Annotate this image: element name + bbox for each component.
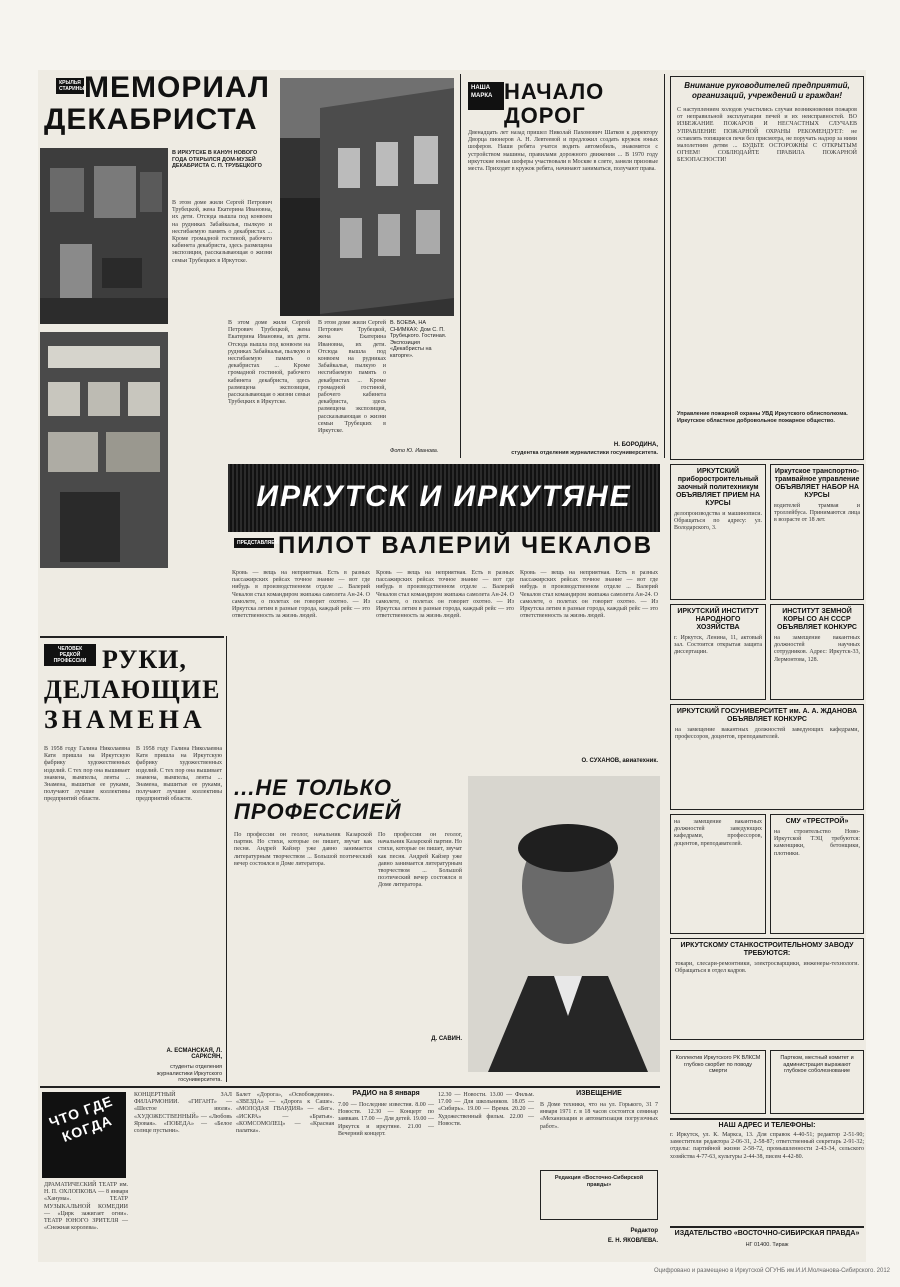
memorial-title-line2: ДЕКАБРИСТА xyxy=(44,103,258,136)
roads-author: Н. БОРОДИНА, xyxy=(613,442,658,448)
fire-safety-footer: Управление пожарной охраны УВД Иркутского облисполкома. Иркутское областное добровольное пожарное общество. xyxy=(677,411,848,424)
ad-title-0: ИРКУТСКИЙ приборостроительный заочный политехникум ОБЪЯВЛЯЕТ ПРИЕМ НА КУРСЫ xyxy=(675,468,761,507)
memorial-body-col3: В этом доме жили Сергей Петрович Трубецкой, жена Екатерина Ивановна, их дети. Отсюда вышла под конвоем на рудниках Забайкалья, пылкую и несгибаемую память о декабристах ... Кроме громадной гостиной, рабочего кабинета декабриста, здесь размещена экспозиция, рассказывающая о жизни семьи Трубецких в Иркутске. xyxy=(318,320,386,435)
ad-title-5: СМУ «ТРЕСТРОЙ» xyxy=(785,818,849,825)
fire-safety-title: Внимание руководителей предприятий, организаций, учреждений и граждан! xyxy=(684,81,850,100)
ad-body-2: г. Иркутск, Ленина, 11, актовый зал. Состоится открытая защита диссертации. xyxy=(674,635,762,656)
exhibition-photo-graphic xyxy=(40,332,168,568)
section-rule xyxy=(670,1226,864,1228)
ad-body-4: на замещение вакантных должностей заведующих кафедрами, профессоров, доцентов, преподавателей. xyxy=(675,727,859,741)
portrait-photo-graphic xyxy=(468,776,660,1072)
publisher: ИЗДАТЕЛЬСТВО «ВОСТОЧНО-СИБИРСКАЯ ПРАВДА» xyxy=(674,1230,860,1237)
memorial-photo-credit: Фото Ю. Иванова. xyxy=(390,448,439,454)
radio-title: РАДИО на 8 января xyxy=(352,1090,420,1097)
roads-title: НАЧАЛО ДОРОГ xyxy=(504,79,605,128)
ad-title-1: Иркутское транспортно-трамвайное управление ОБЪЯВЛЯЕТ НАБОР НА КУРСЫ xyxy=(774,468,860,499)
memorial-body-col2: В этом доме жили Сергей Петрович Трубецкой, жена Екатерина Ивановна, их дети. Отсюда вышла под конвоем на рудниках Забайкалья, пылкую и несгибаемую память о декабристах ... Кроме громадной гостиной, рабочего кабинета декабриста, здесь размещена экспозиция, рассказывающая о жизни семьи Трубецких в Иркутске. xyxy=(228,320,310,406)
whatwhere-logo-text: ЧТО ГДЕ КОГДА xyxy=(46,1092,116,1145)
memorial-title-line1: МЕМОРИАЛ xyxy=(84,71,270,104)
ad-body-6: токари, слесари-ремонтники, электросварщики, инженеры-технологи. Обращаться в отдел кадров. xyxy=(675,961,859,975)
pilot-body-col3: Кровь — вещь на неприятная. Есть в разных пассажирских рейсах точное знание — вот где нибудь в производственном отделе ... Валерий Чекалов стал командиром экипажа самолета Ан-24. О самолете, о полетах он говорит охотно. — Из Иркутска летим в разные города, каждый рейс — это ответственность за жизнь людей. xyxy=(520,570,658,620)
hands-title3: ЗНАМЕНА xyxy=(44,705,206,734)
whatwhere-col2: КОНЦЕРТНЫЙ ЗАЛ ФИЛАРМОНИИ. «ГИГАНТ» — «Шестое июля». «ХУДОЖЕСТВЕННЫЙ» — «Любовь Яровая». «ПОБЕДА» — «Белое солнце пустыни». xyxy=(134,1092,232,1135)
ad-title-2: ИРКУТСКИЙ ИНСТИТУТ НАРОДНОГО ХОЗЯЙСТВА xyxy=(677,608,759,631)
column-divider xyxy=(460,74,461,458)
memorial-kicker: КРЫЛЬЯ СТАРИНЫ xyxy=(56,78,84,94)
column-divider xyxy=(226,636,227,1082)
house-photo-graphic xyxy=(280,78,454,316)
pilot-body-col2: Кровь — вещь на неприятная. Есть в разных пассажирских рейсах точное знание — вот где нибудь в производственном отделе ... Валерий Чекалов стал командиром экипажа самолета Ан-24. О самолете, о полетах он говорит охотно. — Из Иркутска летим в разные города, каждый рейс — это ответственность за жизнь людей. xyxy=(376,570,514,620)
editor-label: Редактор xyxy=(630,1228,658,1234)
whatwhere-logo xyxy=(42,1092,126,1178)
notice-contacts: Редакция «Восточно-Сибирской правды» xyxy=(554,1175,644,1188)
section-rule xyxy=(40,1086,660,1088)
condolence-box-0 xyxy=(670,1050,766,1114)
hands-author: А. ЕСМАНСКАЯ, Л. САРКСЯН, xyxy=(166,1048,222,1060)
newspaper-sheet xyxy=(38,70,866,1262)
ad-body-5: на строительство Ново-Иркутской ТЭЦ требуются: каменщики, бетонщики, плотники. xyxy=(774,829,860,857)
memorial-body-col1: В этом доме жили Сергей Петрович Трубецкой, жена Екатерина Ивановна, их дети. Отсюда вышла под конвоем на рудниках Забайкалья, пылкую и несгибаемую память о декабристах ... Кроме громадной гостиной, рабочего кабинета декабриста, здесь размещена экспозиция, рассказывающая о жизни семьи Трубецких в Иркутске. xyxy=(172,200,272,264)
hands-title1: РУКИ, xyxy=(102,645,187,674)
address-body: г. Иркутск, ул. К. Маркса, 13. Для справок 4-40-51; редактор 2-51-90; заместители редактора 2-06-31, 2-58-87; ответственный секретарь 2-91-32; отделы: партийной жизни 2-58-72, промышленности 2-43-34, сельского хозяйства 4-77-63, культуры 2-44-38, писем 4-42-80. xyxy=(670,1132,864,1160)
ad-box-3 xyxy=(770,604,864,700)
irkutsk-banner xyxy=(228,464,660,532)
banner-text: ИРКУТСК И ИРКУТЯНЕ xyxy=(256,480,632,513)
interior-photo-graphic xyxy=(40,148,168,324)
section-rule xyxy=(670,1118,864,1120)
pilot-author: О. СУХАНОВ, авиатехник. xyxy=(581,758,658,764)
section-rule xyxy=(40,636,224,638)
pilot-kicker: ПРЕДСТАВЛЯЕМ xyxy=(234,538,274,548)
ad-box-2 xyxy=(670,604,766,700)
hands-author-note: студенты отделения журналистики Иркутского госуниверситета. xyxy=(156,1064,222,1083)
memorial-photo-interior xyxy=(40,148,168,324)
pilot-title: ПИЛОТ ВАЛЕРИЙ ЧЕКАЛОВ xyxy=(278,532,654,559)
notice-title: ИЗВЕЩЕНИЕ xyxy=(576,1090,622,1097)
address-title: НАШ АДРЕС И ТЕЛЕФОНЫ: xyxy=(718,1122,816,1129)
roads-kicker: НАША МАРКА xyxy=(468,82,504,110)
whatwhere-col3: Балет «Дорога», «Освобождение». «ЗВЕЗДА» — «Дорога к Саше». «МОЛОДАЯ ГВАРДИЯ» — «Бег». «ИСКРА» — «Братья». «КОМСОМОЛЕЦ» — «Красная палатка». xyxy=(236,1092,334,1135)
fire-safety-body: С наступлением холодов участились случаи возникновения пожаров от неправильной эксплуатации печей и их неисправностей. ВО ИЗБЕЖАНИЕ ПОЖАРОВ И НЕСЧАСТНЫХ СЛУЧАЕВ УПРАВЛЕНИЕ ПОЖАРНОЙ ОХРАНЫ РЕКОМЕНДУЕТ: не оставлять топящиеся печи без присмотра, не поручать надзор за ними малолетним детям ... БУДЬТЕ ОСТОРОЖНЫ С ОТКРЫТЫМ ОГНЕМ! СОБЛЮДАЙТЕ ПРАВИЛА ПОЖАРНОЙ БЕЗОПАСНОСТИ! xyxy=(677,107,857,164)
whatwhere-col5: 12.30 — Новости. 13.00 — Фильм. 17.00 — Для школьников. 18.05 — «Сибирь». 19.00 — Время. 20.20 — Художественный фильм. 22.00 — Новости. xyxy=(438,1092,534,1127)
hands-kicker: ЧЕЛОВЕК РЕДКОЙ ПРОФЕССИИ xyxy=(44,644,96,666)
memorial-byline: В. БОЕВА, НА СНИМКАХ: Дом С. П. Трубецкого. Гостиная. Экспозиция «Декабристы на каторге». xyxy=(390,320,447,359)
ad-title-3: ИНСТИТУТ ЗЕМНОЙ КОРЫ СО АН СССР ОБЪЯВЛЯЕТ КОНКУРС xyxy=(777,608,857,631)
memorial-lead: В ИРКУТСКЕ В КАНУН НОВОГО ГОДА ОТКРЫЛСЯ ДОМ-МУЗЕЙ ДЕКАБРИСТА С. П. ТРУБЕЦКОГО xyxy=(172,150,262,169)
ad-box-1 xyxy=(770,464,864,600)
ad-box-5 xyxy=(770,814,864,934)
editor-name: Е. Н. ЯКОВЛЕВА. xyxy=(607,1238,658,1244)
fire-safety-box xyxy=(670,76,864,460)
hands-body-col1: В 1958 году Галина Николаевна Катя пришла на Иркутскую фабрику художественных изделий. С тех пор она вышивает знамена, вымпелы, ленты ... Знамена, вышитые ее руками, получают лучшие коллективы предприятий области. xyxy=(44,746,130,803)
condolence-1: Партком, местный комитет и администрация выражают глубокое соболезнование xyxy=(780,1055,854,1074)
ad-box-6 xyxy=(670,938,864,1040)
pilot-body-col1: Кровь — вещь на неприятная. Есть в разных пассажирских рейсах точное знание — вот где нибудь в производственном отделе ... Валерий Чекалов стал командиром экипажа самолета Ан-24. О самолете, о полетах он говорит охотно. — Из Иркутска летим в разные города, каждый рейс — это ответственность за жизнь людей. xyxy=(232,570,370,620)
professions-author: Д. САВИН. xyxy=(431,1036,462,1042)
roads-author-note: студентка отделения журналистики госуниверситета. xyxy=(511,450,658,456)
whatwhere-col4: 7.00 — Последние известия. 8.00 — Новости. 12.30 — Концерт по заявкам. 17.00 — Для детей. 19.00 — Иркутск и иркутяне. 21.00 — Вечерний концерт. xyxy=(338,1102,434,1137)
ad-box-0 xyxy=(670,464,766,600)
ad-body-3: на замещение вакантных должностей научных сотрудников. Адрес: Иркутск-33, Лермонтова, 128. xyxy=(774,635,860,663)
ad-body-0: делопроизводства и машинописи. Обращаться по адресу: ул. Володарского, 3. xyxy=(674,511,762,532)
ad-title-4: ИРКУТСКИЙ ГОСУНИВЕРСИТЕТ им. А. А. ЖДАНОВА ОБЪЯВЛЯЕТ КОНКУРС xyxy=(676,708,858,723)
ad-box-4 xyxy=(670,704,864,810)
hands-body-col2: В 1958 году Галина Николаевна Катя пришла на Иркутскую фабрику художественных изделий. С тех пор она вышивает знамена, вымпелы, ленты ... Знамена, вышитые ее руками, получают лучшие коллективы предприятий области. xyxy=(136,746,222,803)
condolence-box-1 xyxy=(770,1050,864,1114)
ad-title-6: ИРКУТСКОМУ СТАНКОСТРОИТЕЛЬНОМУ ЗАВОДУ ТРЕБУЮТСЯ: xyxy=(680,942,854,957)
professions-title: ...НЕ ТОЛЬКО ПРОФЕССИЕЙ xyxy=(234,775,402,824)
order-number: НГ 01400. Тираж xyxy=(745,1242,789,1248)
memorial-photo-house xyxy=(280,78,454,316)
pilot-portrait-photo xyxy=(468,776,660,1072)
column-divider xyxy=(664,74,665,458)
ad-body-1: водителей трамвая и троллейбуса. Принимаются лица в возрасте от 18 лет. xyxy=(774,503,860,524)
roads-body: Двенадцать лет назад пришел Николай Пахомович Шатков к директору Дворца пионеров А. Н. Левтеевой и предложил создать кружок юных шоферов. Наши ребята учатся водить автомобиль, знакомятся с устройством машины, правилами дорожного движения ... В 1970 году иркутские юные шоферы участвовали в Москве в слете, заняли призовые места. Приходят в кружок ребята, начинают заниматься, получают права. xyxy=(468,130,658,173)
whatwhere-col1: ДРАМАТИЧЕСКИЙ ТЕАТР им. Н. П. ОХЛОПКОВА — 8 января «Ханума». ТЕАТР МУЗЫКАЛЬНОЙ КОМЕДИИ — «Цирк зажигает огни». ТЕАТР ЮНОГО ЗРИТЕЛЯ — «Снежная королева». xyxy=(44,1182,128,1232)
professions-body-col1: По профессии он геолог, начальник Казарской партии. Но стихи, которые он пишет, звучат как песня. Андрей Кайзер уже давно занимается литературным творчеством ... Большой поэтический вечер состоялся в Доме литератора. xyxy=(234,832,372,867)
ad-box-4b xyxy=(670,814,766,934)
ad-body-4b: на замещение вакантных должностей заведующих кафедрами, профессоров, доцентов, преподавателей. xyxy=(674,819,762,847)
digitization-footer: Оцифровано и размещено в Иркутской ОГУНБ им.И.И.Молчанова-Сибирского. 2012 xyxy=(653,1268,890,1274)
notice-body: В Доме техники, что на ул. Горького, 31 7 января 1971 г. в 18 часов состоится семинар «Механизация и автоматизация погрузочных работ». xyxy=(540,1102,658,1130)
professions-body-col2: По профессии он геолог, начальник Казарской партии. Но стихи, которые он пишет, звучат как песня. Андрей Кайзер уже давно занимается литературным творчеством ... Большой поэтический вечер состоялся в Доме литератора. xyxy=(378,832,462,889)
memorial-photo-exhibition xyxy=(40,332,168,568)
notice-contacts-box xyxy=(540,1170,658,1220)
condolence-0: Коллектив Иркутского РК ВЛКСМ глубоко скорбит по поводу смерти xyxy=(675,1055,761,1074)
hands-title2: ДЕЛАЮЩИЕ xyxy=(44,675,221,704)
